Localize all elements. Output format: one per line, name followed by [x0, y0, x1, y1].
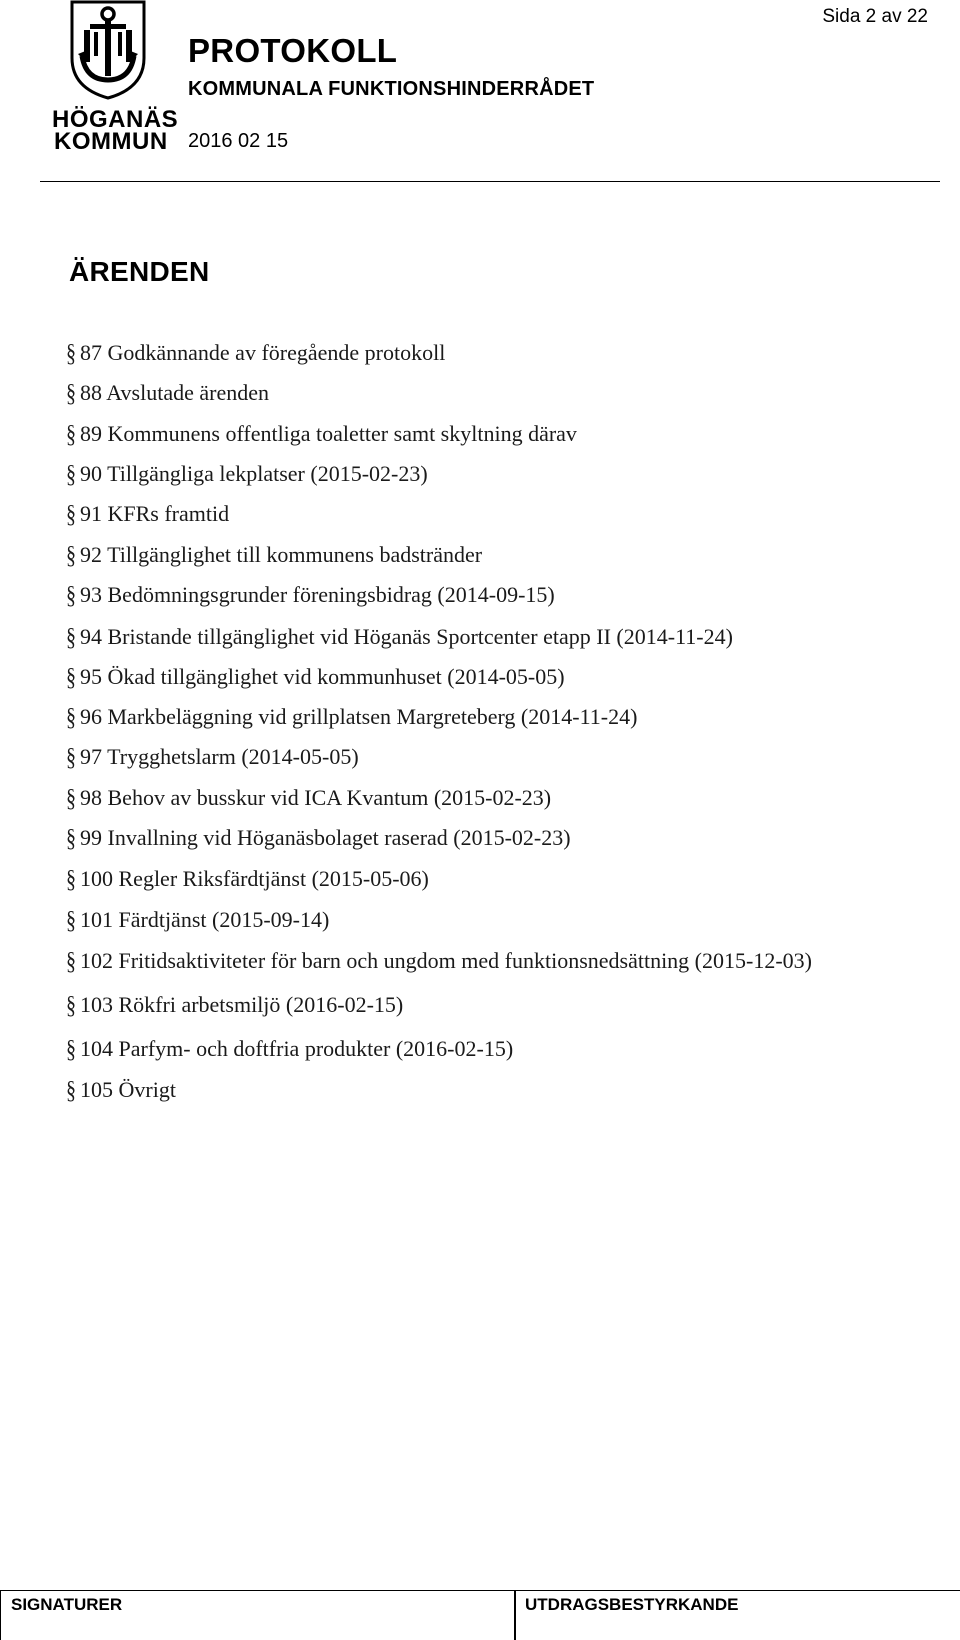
extract-certification-label: UTDRAGSBESTYRKANDE [525, 1595, 739, 1614]
list-item-text: 89 Kommunens offentliga toaletter samt skyltning därav [80, 421, 577, 446]
list-item-text: 93 Bedömningsgrunder föreningsbidrag (2014-09-15) [80, 582, 555, 607]
paragraph-symbol: § [66, 664, 76, 692]
page-number: Sida 2 av 22 [822, 6, 928, 27]
list-item-text: 96 Markbeläggning vid grillplatsen Margreteberg (2014-11-24) [80, 704, 638, 729]
list-item-text: 99 Invallning vid Höganäsbolaget raserad (2015-02-23) [80, 825, 571, 850]
list-item [66, 783, 551, 813]
paragraph-symbol: § [66, 866, 76, 894]
list-item-text: 103 Rökfri arbetsmiljö (2016-02-15) [80, 992, 404, 1017]
list-item-text: 100 Regler Riksfärdtjänst (2015-05-06) [80, 866, 429, 891]
paragraph-symbol: § [66, 992, 76, 1020]
list-item-text: 91 KFRs framtid [80, 501, 230, 526]
section-heading: ÄRENDEN [69, 256, 210, 287]
list-item [66, 905, 329, 935]
paragraph-symbol: § [66, 421, 76, 449]
paragraph-symbol: § [66, 340, 76, 368]
signature-footer [0, 1590, 960, 1640]
paragraph-symbol: § [66, 1077, 76, 1105]
signatures-label: SIGNATURER [11, 1595, 123, 1614]
paragraph-symbol: § [66, 1036, 76, 1064]
municipality-logo [52, 0, 179, 156]
list-item [66, 662, 565, 692]
paragraph-symbol: § [66, 907, 76, 935]
header-divider [40, 181, 940, 182]
list-item [66, 378, 269, 408]
list-item-text: 94 Bristande tillgänglighet vid Höganäs Sportcenter etapp II (2014-11-24) [80, 624, 733, 649]
list-item-text: 101 Färdtjänst (2015-09-14) [80, 907, 330, 932]
list-item-text: 95 Ökad tillgänglighet vid kommunhuset (2014-05-05) [80, 664, 565, 689]
list-item [66, 864, 429, 894]
paragraph-symbol: § [66, 744, 76, 772]
list-item-text: 98 Behov av busskur vid ICA Kvantum (2015-02-23) [80, 785, 552, 810]
paragraph-symbol: § [66, 785, 76, 813]
paragraph-symbol: § [66, 582, 76, 610]
list-item [66, 702, 637, 732]
list-item-text: 92 Tillgänglighet till kommunens badstränder [80, 542, 483, 567]
list-item-text: 87 Godkännande av föregående protokoll [80, 340, 446, 365]
list-item-text: 104 Parfym- och doftfria produkter (2016-02-15) [80, 1036, 514, 1061]
list-item [66, 742, 359, 772]
list-item-text: 97 Trygghetslarm (2014-05-05) [80, 744, 359, 769]
list-item [66, 540, 482, 570]
list-item [66, 499, 229, 529]
paragraph-symbol: § [66, 380, 76, 408]
list-item [66, 459, 428, 489]
document-subtitle: KOMMUNALA FUNKTIONSHINDERRÅDET [188, 78, 595, 100]
list-item [66, 419, 577, 449]
list-item-text: 102 Fritidsaktiviteter för barn och ungdom med funktionsnedsättning (2015-12-03) [80, 948, 812, 973]
logo-name-line1: HÖGANÄS [52, 106, 179, 133]
paragraph-symbol: § [66, 542, 76, 570]
coat-of-arms-icon [68, 0, 148, 100]
list-item-text: 90 Tillgängliga lekplatser (2015-02-23) [80, 461, 428, 486]
list-item [66, 823, 571, 853]
list-item [66, 338, 445, 368]
list-item-text: 105 Övrigt [80, 1077, 176, 1102]
list-item [66, 1075, 176, 1105]
list-item [66, 946, 812, 976]
paragraph-symbol: § [66, 948, 76, 976]
paragraph-symbol: § [66, 624, 76, 652]
list-item [66, 580, 555, 610]
paragraph-symbol: § [66, 825, 76, 853]
logo-name-line2: KOMMUN [54, 128, 168, 155]
extract-certification-box [514, 1590, 960, 1640]
list-item [66, 1034, 513, 1064]
paragraph-symbol: § [66, 501, 76, 529]
paragraph-symbol: § [66, 461, 76, 489]
document-date: 2016 02 15 [188, 130, 289, 152]
list-item [66, 622, 733, 652]
paragraph-symbol: § [66, 704, 76, 732]
list-item-text: 88 Avslutade ärenden [80, 380, 269, 405]
signatures-box [0, 1590, 516, 1640]
document-title: PROTOKOLL [188, 32, 398, 69]
list-item [66, 990, 403, 1020]
